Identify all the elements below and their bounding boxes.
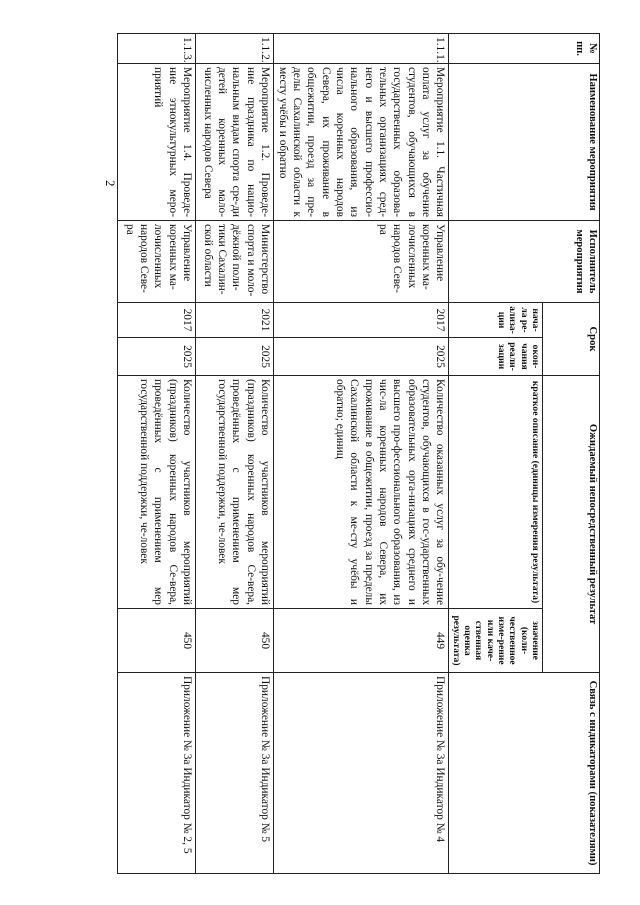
- header-result-desc: краткое описание (единицы измерения результата): [449, 376, 543, 609]
- row-num: 1.1.1.: [274, 34, 449, 64]
- header-executor: Исполнитель мероприятия: [449, 221, 600, 303]
- row-name: Мероприятие 1.1. Частичная оплата услуг за обучение студентов, обучающихся в государственных образова-тельных организациях сред-него и высшего профессио-нального образования, из числа коренных народов Севера, их проживание в общежитии, проезд за пре-делы Сахалинской области к месту учёбы и обратно: [274, 64, 449, 221]
- row-name: Мероприятие 1.2. Проведе-ние праздника по нацио-нальным видам спорта сре-ди детей коренных мало-численных народов Севера: [196, 64, 274, 221]
- rotated-page: [125, 33, 600, 873]
- row-value: 449: [274, 609, 449, 673]
- row-name: Мероприятие 1.4. Проведе-ние этнокультурных меро-приятий: [118, 64, 196, 221]
- table-row: [118, 34, 196, 874]
- row-start: 2017: [118, 303, 196, 338]
- row-executor: Управление коренных ма-лочисленных народов Севе-ра: [118, 221, 196, 303]
- header-term-start: нача-ла ре-ализа-ции: [449, 303, 543, 338]
- row-end: 2025: [274, 338, 449, 376]
- events-table: [117, 33, 600, 874]
- row-desc: Количество участников мероприятий (праздников) коренных народов Се-вера, проведённых с применением мер государственной поддержки, че-ловек: [118, 376, 196, 609]
- row-executor: Министерство спорта и моло-дёжной поли-тики Сахалин-ской области: [196, 221, 274, 303]
- row-end: 2025: [196, 338, 274, 376]
- row-end: 2025: [118, 338, 196, 376]
- row-num: 1.1.3.: [118, 34, 196, 64]
- header-term: Срок: [543, 303, 600, 376]
- header-result-value: значение (коли-чественное изме-рение или каче-ственная оценка результата): [449, 609, 543, 673]
- header-link: Связь с индикаторами (показателями): [449, 673, 600, 874]
- row-value: 450: [196, 609, 274, 673]
- header-num: № пп.: [449, 34, 600, 64]
- row-num: 1.1.2.: [196, 34, 274, 64]
- page-number: 2: [103, 180, 118, 187]
- row-desc: Количество участников мероприятий (праздников) коренных народов Се-вера, проведённых с применением мер государственной поддержки, че-ловек: [196, 376, 274, 609]
- table-row: [274, 34, 449, 874]
- header-term-end: окон-чания реали-зации: [449, 338, 543, 376]
- table-row: [196, 34, 274, 874]
- row-start: 2021: [196, 303, 274, 338]
- header-result: Ожидаемый непосредственный результат: [543, 376, 600, 673]
- row-link: Приложение № 3а Индикатор № 5: [196, 673, 274, 874]
- row-start: 2017: [274, 303, 449, 338]
- header-name: Наименование мероприятия: [449, 64, 600, 221]
- row-executor: Управление коренных ма-лочисленных народов Севе-ра: [274, 221, 449, 303]
- row-link: Приложение № 3а Индикатор № 2, 5: [118, 673, 196, 874]
- row-value: 450: [118, 609, 196, 673]
- row-desc: Количество оказанных услуг за обу-чение студентов, обучающихся в гос-ударственных образовательных орга-низациях среднего и высшего про-фессионального образования, из чис-ла коренных народов Севера, их проживание в общежитии, проезд за пределы Сахалинской области к ме-сту учёбы и обратно; единиц: [274, 376, 449, 609]
- row-link: Приложение № 3а Индикатор № 4: [274, 673, 449, 874]
